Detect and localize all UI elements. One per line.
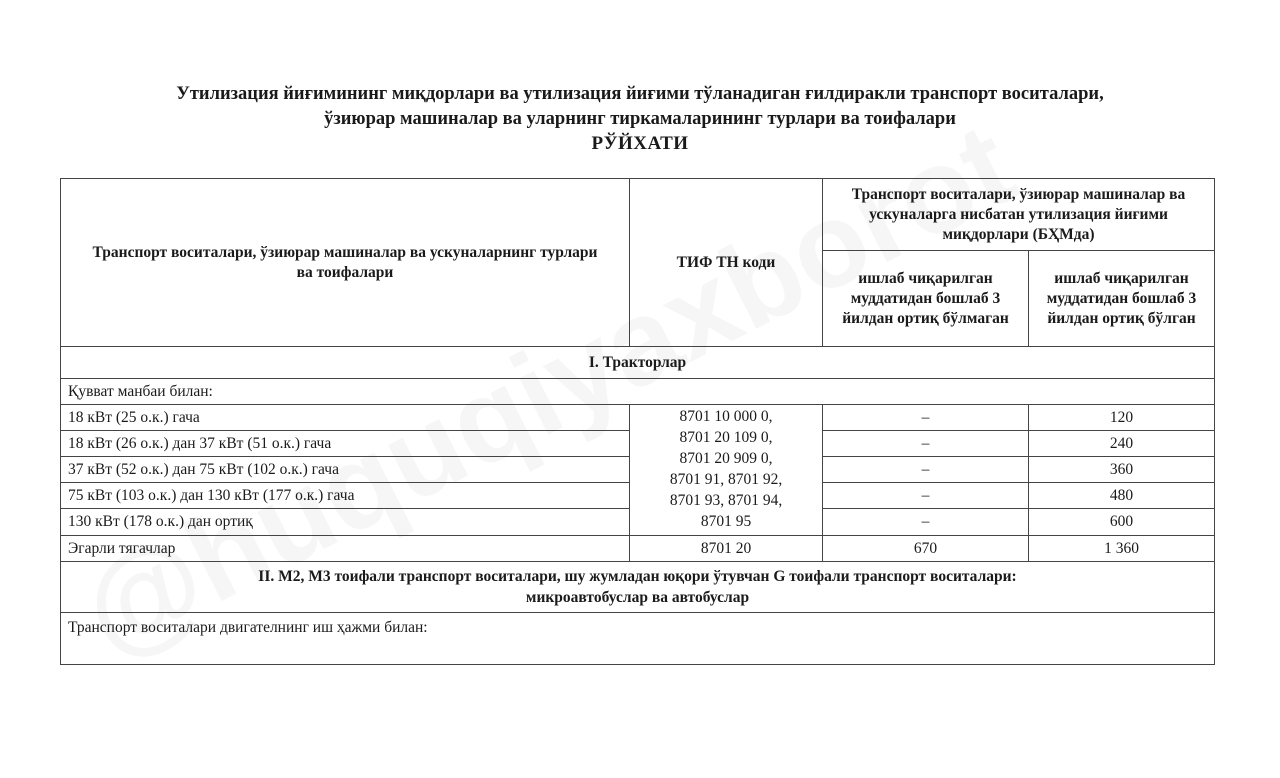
value-under-3: – bbox=[823, 457, 1029, 483]
header-row-1 bbox=[61, 179, 1215, 251]
row-label: 18 кВт (26 о.к.) дан 37 кВт (51 о.к.) гача bbox=[61, 431, 630, 457]
code-line: 8701 20 109 0, bbox=[679, 429, 773, 446]
value-over-3: 120 bbox=[1029, 405, 1215, 431]
section-title-buses bbox=[61, 562, 1215, 613]
value-under-3: – bbox=[823, 483, 1029, 509]
row-label: 130 кВт (178 о.к.) дан ортиқ bbox=[61, 509, 630, 536]
tractor-codes-cell bbox=[630, 405, 823, 536]
table-row bbox=[61, 405, 1215, 431]
code-line: 8701 20 909 0, bbox=[679, 450, 773, 467]
header-code: ТИФ ТН коди bbox=[630, 179, 823, 347]
subheading-row bbox=[61, 379, 1215, 405]
section-row bbox=[61, 562, 1215, 613]
code-line: 8701 91, 8701 92, bbox=[669, 471, 783, 488]
document-title-line2: ўзиюрар машиналар ва уларнинг тиркамаларининг турлари ва тоифалари bbox=[324, 109, 956, 129]
document-title-line1: Утилизация йиғимининг миқдорлари ва утилизация йиғими тўланадиган ғилдиракли транспорт воситалари, bbox=[176, 84, 1104, 104]
value-over-3: 240 bbox=[1029, 431, 1215, 457]
header-category: Транспорт воситалари, ўзиюрар машиналар ва ускуналарнинг турлари ва тоифалари bbox=[61, 179, 630, 347]
code-line: 8701 10 000 0, bbox=[679, 408, 773, 425]
value-under-3: – bbox=[823, 431, 1029, 457]
subheading-row bbox=[61, 613, 1215, 665]
row-label: Эгарли тягачлар bbox=[61, 536, 630, 562]
value-under-3: – bbox=[823, 509, 1029, 536]
value-over-3: 1 360 bbox=[1029, 536, 1215, 562]
table-row bbox=[61, 536, 1215, 562]
row-label: 37 кВт (52 о.к.) дан 75 кВт (102 о.к.) гача bbox=[61, 457, 630, 483]
header-under-3-years: ишлаб чиқарилган муддатидан бошлаб 3 йилдан ортиқ бўлмаган bbox=[823, 251, 1029, 347]
header-fee-group: Транспорт воситалари, ўзиюрар машиналар ва ускуналарга нисбатан утилизация йиғими миқдорлари (БҲМда) bbox=[823, 179, 1215, 251]
code-cell: 8701 20 bbox=[630, 536, 823, 562]
row-label: 18 кВт (25 о.к.) гача bbox=[61, 405, 630, 431]
value-over-3: 480 bbox=[1029, 483, 1215, 509]
subheading-engine: Транспорт воситалари двигателнинг иш ҳажми билан: bbox=[61, 613, 1215, 665]
section-row bbox=[61, 347, 1215, 379]
code-line: 8701 95 bbox=[700, 513, 752, 530]
header-over-3-years: ишлаб чиқарилган муддатидан бошлаб 3 йилдан ортиқ бўлган bbox=[1029, 251, 1215, 347]
section-title-line2: микроавтобуслар ва автобуслар bbox=[525, 589, 750, 606]
subheading-power: Қувват манбаи билан: bbox=[61, 379, 1215, 405]
value-over-3: 360 bbox=[1029, 457, 1215, 483]
value-under-3: 670 bbox=[823, 536, 1029, 562]
code-line: 8701 93, 8701 94, bbox=[669, 492, 783, 509]
row-label: 75 кВт (103 о.к.) дан 130 кВт (177 о.к.) гача bbox=[61, 483, 630, 509]
fee-table bbox=[60, 178, 1215, 665]
section-title-tractors: I. Тракторлар bbox=[61, 347, 1215, 379]
value-over-3: 600 bbox=[1029, 509, 1215, 536]
section-title-line1: II. M2, M3 тоифали транспорт воситалари, шу жумладан юқори ўтувчан G тоифали транспорт воситалари: bbox=[258, 568, 1017, 585]
document-title-line3: РЎЙХАТИ bbox=[591, 133, 689, 154]
value-under-3: – bbox=[823, 405, 1029, 431]
